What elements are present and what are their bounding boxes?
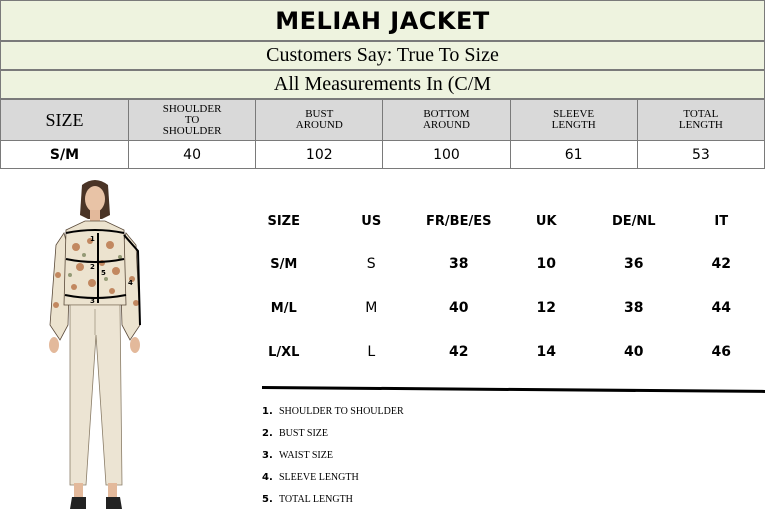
- size-conversion-table: [240, 200, 765, 374]
- size-column-header: SIZE: [1, 100, 129, 141]
- conversion-header-row: [240, 200, 765, 242]
- conv-fr-header: FR/BE/ES: [426, 213, 492, 229]
- marker-label-5: 5: [101, 269, 106, 277]
- marker-label-2: 2: [90, 263, 95, 271]
- conv-de-header: DE/NL: [611, 213, 656, 229]
- list-item: [262, 466, 404, 488]
- bottom-value: 100: [383, 141, 510, 169]
- conv-uk-cell: 12: [536, 300, 556, 316]
- bottom-column-header: BOTTOM AROUND: [383, 100, 510, 141]
- fit-note: Customers Say: True To Size: [0, 41, 765, 70]
- legend-number: 3.: [262, 449, 273, 461]
- measurement-table: [0, 99, 765, 169]
- bust-column-header: BUST AROUND: [256, 100, 383, 141]
- conv-it-cell: 42: [711, 256, 731, 272]
- legend-number: 2.: [262, 427, 273, 439]
- list-item: [262, 422, 404, 444]
- marker-label-3: 3: [90, 297, 95, 305]
- conv-fr-cell: 42: [449, 344, 469, 360]
- conv-uk-cell: 14: [536, 344, 556, 360]
- list-item: [262, 488, 404, 510]
- length-value: 53: [637, 141, 764, 169]
- conv-size-cell: L/XL: [268, 344, 300, 360]
- legend-number: 5.: [262, 493, 273, 505]
- conv-us-cell: L: [367, 344, 376, 360]
- conv-size-header: SIZE: [267, 213, 300, 229]
- measurement-size-cell: S/M: [1, 141, 129, 169]
- conv-size-cell: M/L: [270, 300, 297, 316]
- shoulder-value: 40: [129, 141, 256, 169]
- table-row: [240, 242, 765, 286]
- conv-de-cell: 36: [624, 256, 644, 272]
- conv-uk-header: UK: [535, 213, 557, 229]
- table-row: [240, 286, 765, 330]
- conv-fr-cell: 38: [449, 256, 469, 272]
- conv-it-header: IT: [714, 213, 729, 229]
- conv-us-cell: S: [366, 256, 376, 272]
- measurement-legend: [262, 400, 404, 510]
- measurement-header-row: [1, 100, 765, 141]
- bust-value: 102: [256, 141, 383, 169]
- list-item: [262, 444, 404, 466]
- table-row: [240, 330, 765, 374]
- length-column-header: TOTAL LENGTH: [637, 100, 764, 141]
- legend-label: BUST SIZE: [279, 427, 328, 439]
- conv-uk-cell: 10: [536, 256, 556, 272]
- conv-us-header: US: [361, 213, 382, 229]
- shoulder-column-header: SHOULDER TO SHOULDER: [129, 100, 256, 141]
- legend-label: SLEEVE LENGTH: [279, 471, 359, 483]
- divider-line: [262, 386, 765, 393]
- conv-de-cell: 40: [624, 344, 644, 360]
- marker-label-4: 4: [128, 279, 133, 287]
- sleeve-column-header: SLEEVE LENGTH: [510, 100, 637, 141]
- legend-label: TOTAL LENGTH: [279, 493, 353, 505]
- measurement-row: [1, 141, 765, 169]
- conv-it-cell: 44: [711, 300, 731, 316]
- units-note: All Measurements In (C/M: [0, 70, 765, 99]
- legend-label: SHOULDER TO SHOULDER: [279, 405, 404, 417]
- legend-number: 1.: [262, 405, 273, 417]
- sleeve-value: 61: [510, 141, 637, 169]
- product-title: MELIAH JACKET: [0, 0, 765, 41]
- conv-fr-cell: 40: [449, 300, 469, 316]
- model-figure: [40, 175, 150, 520]
- marker-label-1: 1: [90, 235, 95, 243]
- legend-number: 4.: [262, 471, 273, 483]
- conv-us-cell: M: [365, 300, 378, 316]
- conv-de-cell: 38: [624, 300, 644, 316]
- conv-size-cell: S/M: [270, 256, 298, 272]
- list-item: [262, 400, 404, 422]
- legend-label: WAIST SIZE: [279, 449, 333, 461]
- conv-it-cell: 46: [711, 344, 731, 360]
